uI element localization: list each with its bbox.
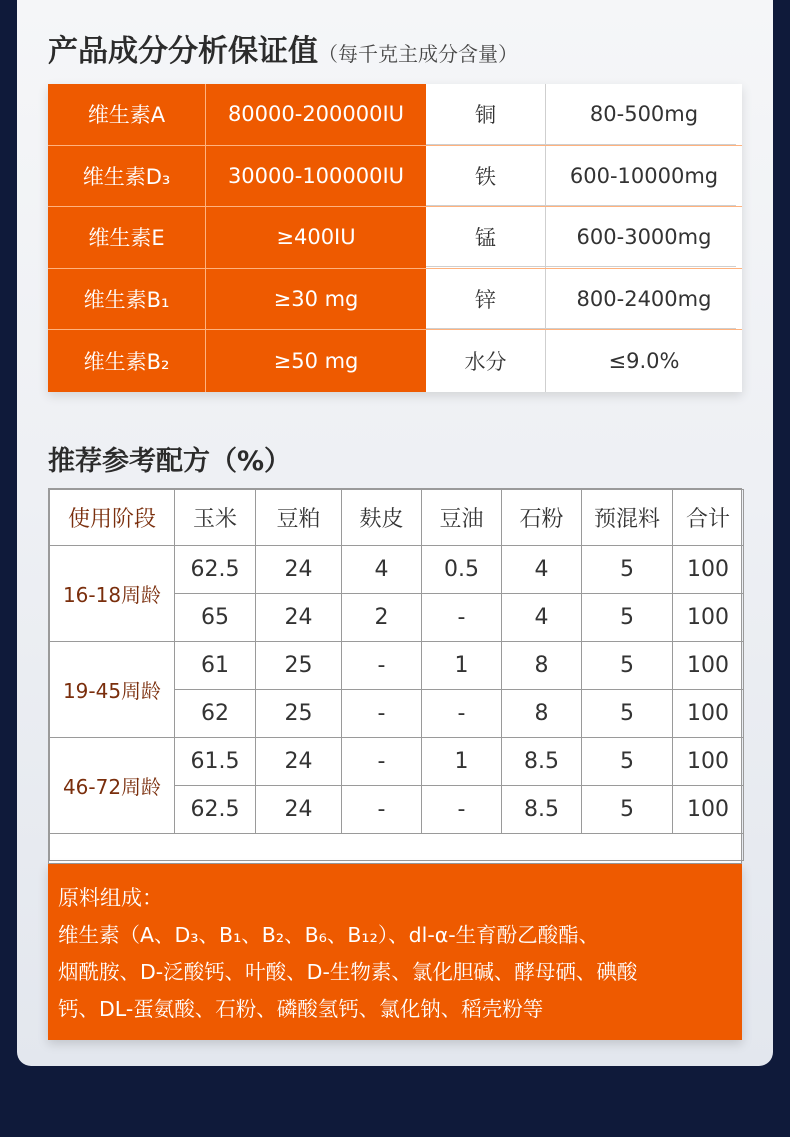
- table-cell: 62: [175, 690, 256, 738]
- mineral-value: ≤9.0%: [608, 349, 680, 374]
- table-cell: 8: [502, 642, 582, 690]
- header-soybean-oil: 豆油: [422, 490, 502, 546]
- table-cell: -: [342, 642, 422, 690]
- mineral-value: 600-10000mg: [569, 163, 719, 188]
- mineral-value: 800-2400mg: [576, 287, 712, 312]
- mineral-name: 锰: [426, 207, 546, 268]
- table-cell: 61: [175, 642, 256, 690]
- table-cell: 1: [422, 738, 502, 786]
- header-bran: 麸皮: [342, 490, 422, 546]
- table-row: [50, 738, 744, 786]
- table-cell: 100: [673, 738, 744, 786]
- table-cell: -: [342, 738, 422, 786]
- table-cell: -: [342, 690, 422, 738]
- analysis-row: [48, 269, 742, 331]
- table-cell: 5: [582, 738, 673, 786]
- ingredients-line: 烟酰胺、D-泛酸钙、叶酸、D-生物素、氯化胆碱、酵母硒、碘酸: [58, 960, 638, 984]
- table-cell: 62.5: [175, 546, 256, 594]
- table-cell: -: [342, 786, 422, 834]
- header-soybean-meal: 豆粕: [256, 490, 342, 546]
- table-cell: 4: [502, 546, 582, 594]
- table-cell: 8: [502, 690, 582, 738]
- table-cell: -: [422, 786, 502, 834]
- ingredients-label: 原料组成：: [58, 886, 163, 910]
- table-cell: 5: [582, 786, 673, 834]
- header-premix: 预混料: [582, 490, 673, 546]
- table-cell: 100: [673, 786, 744, 834]
- table-cell: 4: [502, 594, 582, 642]
- header-corn: 玉米: [175, 490, 256, 546]
- table-cell: 65: [175, 594, 256, 642]
- nutrient-value: ≥50 mg: [273, 349, 359, 374]
- analysis-row: [48, 84, 742, 146]
- table-cell: 2: [342, 594, 422, 642]
- mineral-name: 铜: [426, 84, 546, 145]
- nutrient-value: 80000-200000IU: [227, 102, 405, 127]
- table-cell: 5: [582, 546, 673, 594]
- table-cell: 5: [582, 642, 673, 690]
- table-row: [50, 642, 744, 690]
- spacer-row: [50, 834, 744, 861]
- table-cell: 25: [256, 690, 342, 738]
- formula-table: [48, 488, 742, 864]
- header-stage: 使用阶段: [50, 490, 175, 546]
- analysis-subtitle: （每千克主成分含量）: [318, 42, 518, 66]
- ingredients-box: [48, 864, 742, 1040]
- analysis-title: 产品成分分析保证值（每千克主成分含量）: [48, 34, 518, 69]
- table-cell: 100: [673, 642, 744, 690]
- ingredients-line: 维生素（A、D₃、B₁、B₂、B₆、B₁₂）、dl-α-生育酚乙酸酯、: [58, 923, 600, 947]
- analysis-row: [48, 207, 742, 269]
- table-cell: 4: [342, 546, 422, 594]
- table-cell: 100: [673, 546, 744, 594]
- table-cell: 5: [582, 690, 673, 738]
- table-cell: -: [422, 594, 502, 642]
- table-cell: 24: [256, 546, 342, 594]
- header-total: 合计: [673, 490, 744, 546]
- table-cell: 1: [422, 642, 502, 690]
- nutrient-name: 维生素D₃: [48, 146, 206, 207]
- nutrient-name: 维生素B₁: [48, 269, 206, 330]
- analysis-row: [48, 146, 742, 208]
- table-cell: 24: [256, 738, 342, 786]
- ingredients-line: 钙、DL-蛋氨酸、石粉、磷酸氢钙、氯化钠、稻壳粉等: [58, 997, 544, 1021]
- table-cell: 25: [256, 642, 342, 690]
- table-cell: 8.5: [502, 738, 582, 786]
- guaranteed-analysis-table: [48, 84, 742, 392]
- mineral-value: 600-3000mg: [576, 225, 712, 250]
- mineral-value: 80-500mg: [589, 102, 699, 127]
- nutrient-value: ≥30 mg: [273, 287, 359, 312]
- stage-label: 19-45周龄: [50, 642, 175, 738]
- table-cell: 0.5: [422, 546, 502, 594]
- table-cell: 24: [256, 786, 342, 834]
- table-cell: 100: [673, 594, 744, 642]
- spacer-cell: [50, 834, 744, 861]
- table-cell: 8.5: [502, 786, 582, 834]
- table-cell: 100: [673, 690, 744, 738]
- mineral-name: 锌: [426, 269, 546, 330]
- stage-label: 16-18周龄: [50, 546, 175, 642]
- nutrient-name: 维生素A: [48, 84, 206, 145]
- table-cell: 5: [582, 594, 673, 642]
- stage-label: 46-72周龄: [50, 738, 175, 834]
- table-cell: 24: [256, 594, 342, 642]
- table-row: [50, 546, 744, 594]
- nutrient-value: ≥400IU: [276, 225, 356, 250]
- table-cell: -: [422, 690, 502, 738]
- header-limestone: 石粉: [502, 490, 582, 546]
- table-cell: 61.5: [175, 738, 256, 786]
- mineral-name: 铁: [426, 146, 546, 207]
- formula-title: 推荐参考配方（%）: [48, 446, 292, 477]
- formula-header-row: [50, 490, 744, 546]
- nutrient-name: 维生素E: [48, 207, 206, 268]
- nutrient-name: 维生素B₂: [48, 330, 206, 392]
- mineral-name: 水分: [426, 330, 546, 392]
- table-cell: 62.5: [175, 786, 256, 834]
- analysis-row: [48, 330, 742, 392]
- nutrient-value: 30000-100000IU: [227, 163, 405, 188]
